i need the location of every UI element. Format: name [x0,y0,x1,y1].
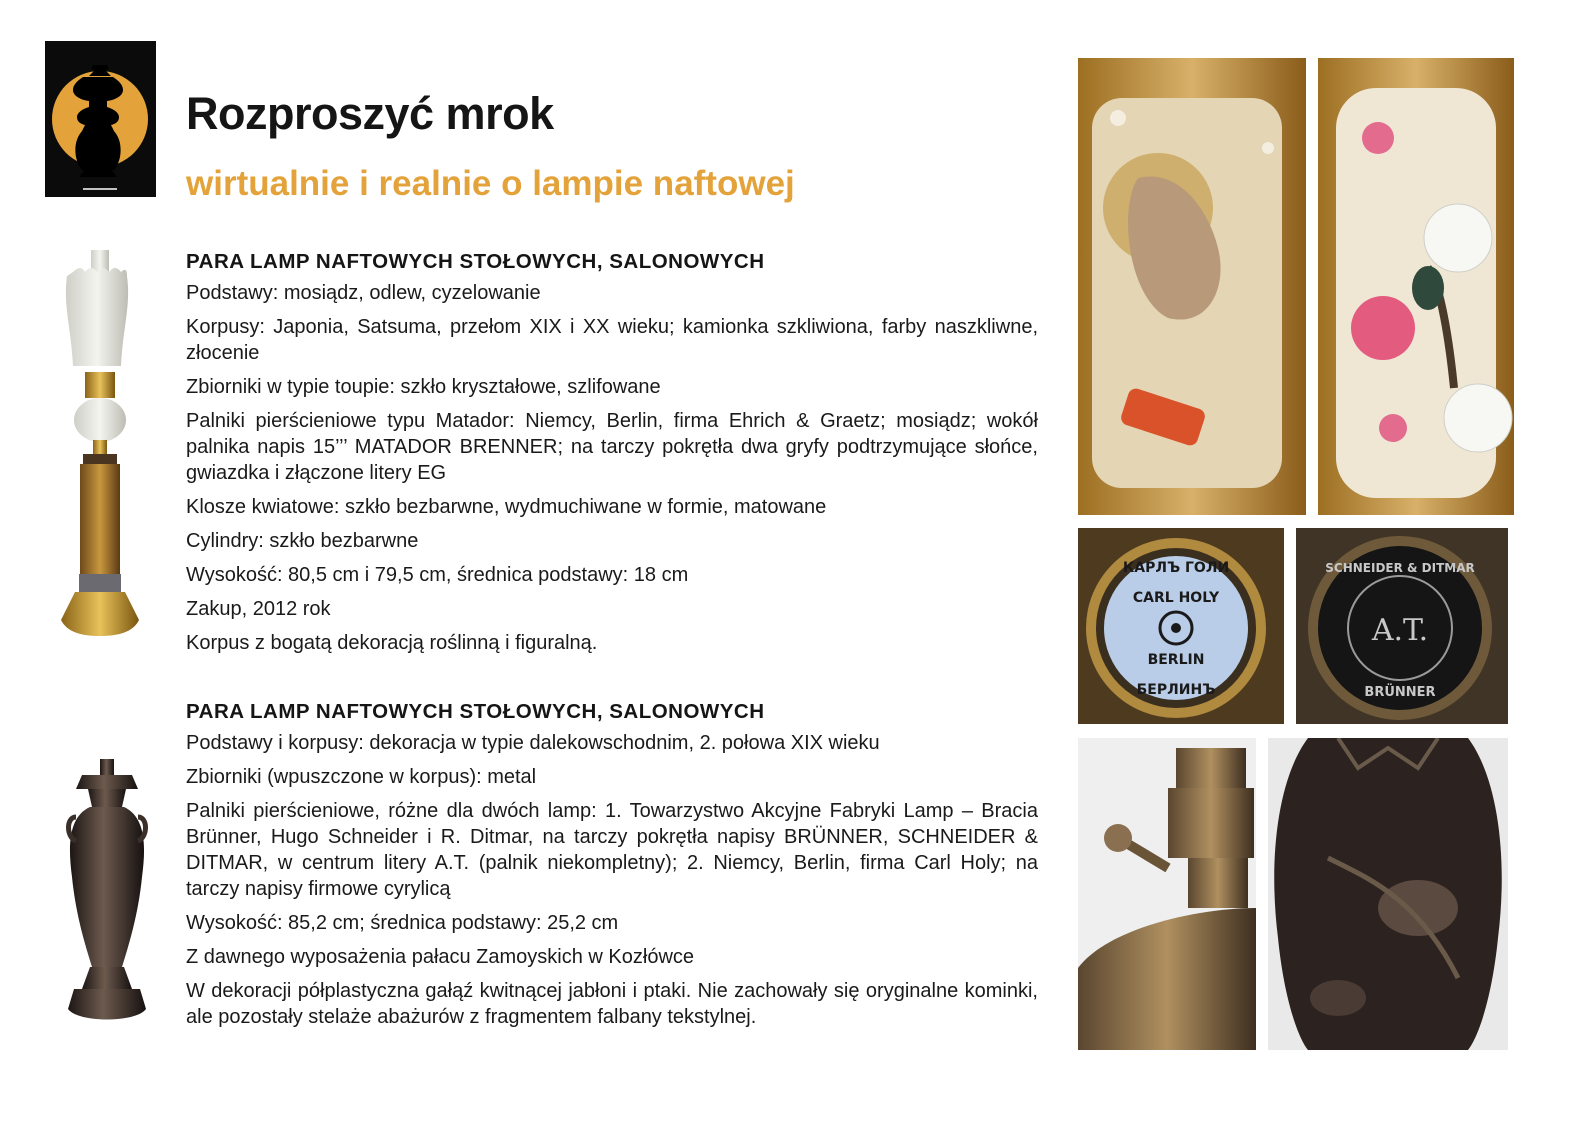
satsuma-figure-detail-photo [1078,58,1306,515]
lamp1-line: Korpusy: Japonia, Satsuma, przełom XIX i XX wieku; kamionka szkliwiona, farby naszkliwne, złocenie [186,316,1038,364]
stamp-schneider-top: SCHNEIDER & DITMAR [1325,561,1475,575]
page-subtitle: wirtualnie i realnie o lampie naftowej [186,164,795,203]
schneider-ditmar-burner-stamp-photo [1296,528,1508,724]
bronze-vase-bird-detail-photo [1268,738,1508,1050]
lamp2-line: Z dawnego wyposażenia pałacu Zamoyskich w Kozłówce [186,946,695,968]
lamp1-line: Podstawy: mosiądz, odlew, cyzelowanie [186,282,541,304]
lamp1-line: Klosze kwiatowe: szkło bezbarwne, wydmuchiwane w formie, matowane [186,496,827,518]
lamp2-line: Zbiorniki (wpuszczone w korpus): metal [186,766,537,788]
lamp2-line: Palniki pierścieniowe, różne dla dwóch lamp: 1. Towarzystwo Akcyjne Fabryki Lamp – Bracia Brünner, Hugo Schneider i R. Ditmar, na tarczy pokrętła napisy BRÜNNER, SCHNEIDER & DITMAR, w centrum litery A.T. (palnik niekompletny); 2. Niemcy, Berlin, firma Carl Holy; na tarczy napisy firmowe cyrylicą [186,800,1038,900]
lamp2-line: Wysokość: 85,2 cm; średnica podstawy: 25,2 cm [186,912,619,934]
satsuma-lamp-photo [55,248,145,642]
page-title: Rozproszyć mrok [186,88,554,139]
lamp2-description [186,700,1038,1038]
stamp-outer-bottom: БЕРЛИНЪ [1136,682,1216,698]
lamp1-line: Korpus z bogatą dekoracją roślinną i figuralną. [186,632,598,654]
stamp-brand: CARL HOLY [1132,590,1220,606]
satsuma-flower-bird-detail-photo [1318,58,1514,515]
stamp-schneider-bottom: BRÜNNER [1364,685,1436,700]
lamp1-line: Palniki pierścieniowe typu Matador: Niemcy, Berlin, firma Ehrich & Graetz; mosiądz; wokół palnika napis 15’’’ MATADOR BRENNER; na tarczy pokrętła dwa gryfy podtrzymujące słońce, gwiazdka i złączone litery EG [186,410,1038,484]
oil-lamp-silhouette-icon [45,41,156,197]
lamp1-line: Wysokość: 80,5 cm i 79,5 cm, średnica podstawy: 18 cm [186,564,689,586]
stamp-outer-top: КАРЛЪ ГОЛИ [1122,560,1230,576]
logo [45,41,156,197]
bronze-burner-detail-photo [1078,738,1256,1050]
stamp-schneider-center: A.T. [1371,613,1429,648]
carl-holy-burner-stamp-photo [1078,528,1284,724]
lamp1-line: Cylindry: szkło bezbarwne [186,530,419,552]
lamp1-line: Zbiorniki w typie toupie: szkło kryształowe, szlifowane [186,376,661,398]
lamp2-heading: PARA LAMP NAFTOWYCH STOŁOWYCH, SALONOWYCH [186,700,765,723]
lamp2-line: W dekoracji półplastyczna gałąź kwitnącej jabłoni i ptaki. Nie zachowały się oryginalne kominki, ale pozostały stelaże abażurów z fragmentem falbany tekstylnej. [186,980,1038,1028]
lamp1-description [186,250,1038,664]
bronze-lamp-photo [60,757,155,1029]
lamp2-line: Podstawy i korpusy: dekoracja w typie dalekowschodnim, 2. połowa XIX wieku [186,732,880,754]
lamp1-line: Zakup, 2012 rok [186,598,331,620]
lamp1-heading: PARA LAMP NAFTOWYCH STOŁOWYCH, SALONOWYCH [186,250,765,273]
stamp-city: BERLIN [1147,652,1205,668]
